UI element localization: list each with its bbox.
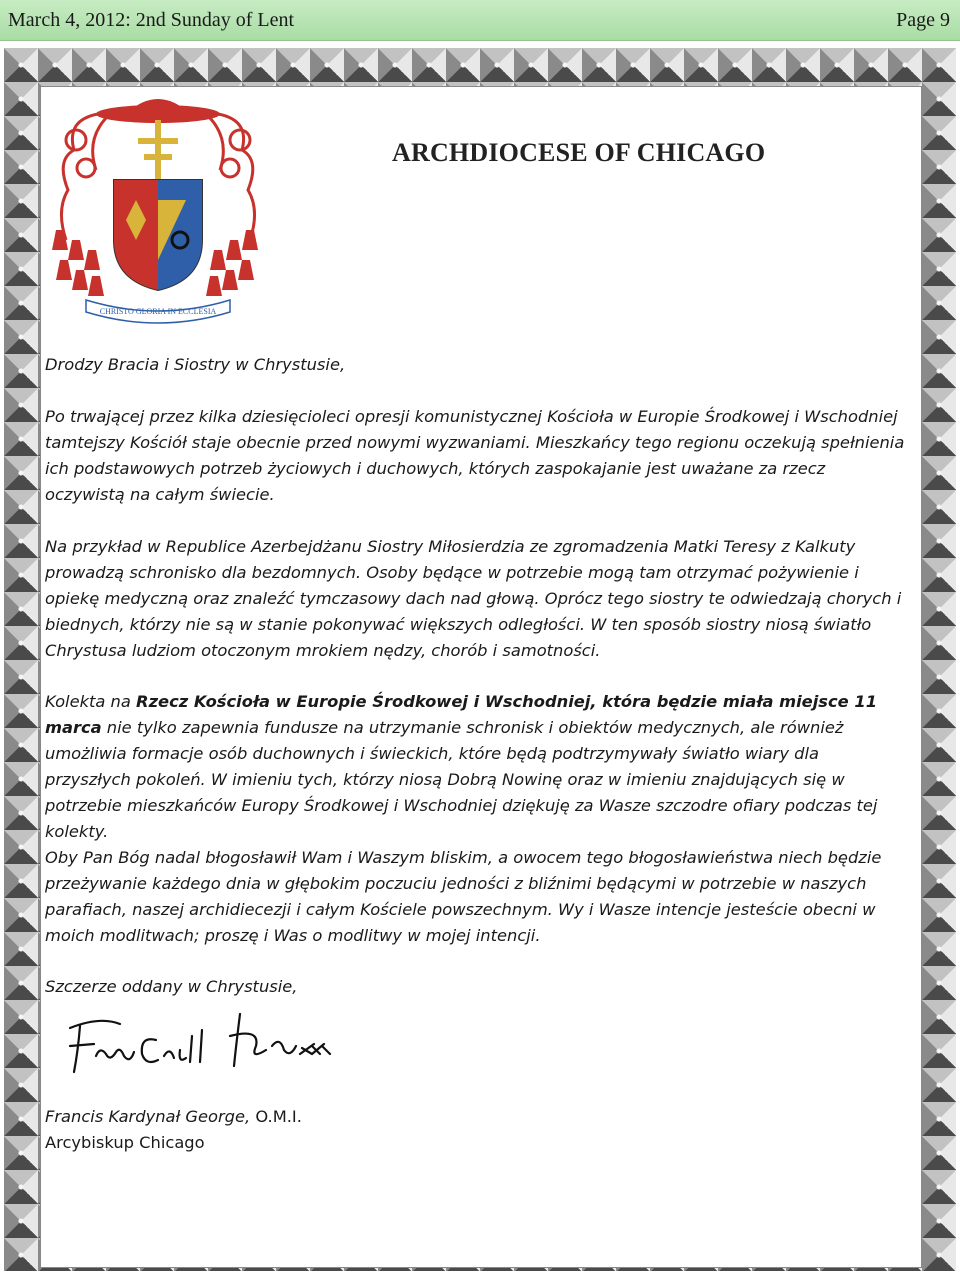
letter-paragraph-3 (45, 689, 905, 845)
letter-paragraph-2: Na przykład w Republice Azerbejdżanu Siostry Miłosierdzia ze zgromadzenia Matki Teresy z Kalkuty prowadzą schronisko dla bezdomnych. Osoby będące w potrzebie mogą tam otrzymać pożywienie i opiekę medyczną oraz znaleźć tymczasowy dach nad głową. Oprócz tego siostry te odwiedzają chorych i biednych, którzy nie są w stanie pokonywać większych odległości. W ten sposób siostry niosą światło Chrystusa ludziom otoczonym mrokiem nędzy, chorób i samotności. (45, 537, 902, 660)
signatory-name (45, 1104, 905, 1130)
signatory-role: Arcybiskup Chicago (45, 1133, 205, 1152)
handwritten-signature (60, 1006, 350, 1086)
collection-intro: Kolekta na (45, 692, 137, 711)
letter-paragraph-4: Oby Pan Bóg nadal błogosławił Wam i Waszym bliskim, a owocem tego błogosławieństwa niech będzie przeżywanie każdego dnia w głębokim poczuciu jedności z bliźnimi będącymi w potrzebie w naszych parafiach, naszej archidiecezji i całym Kościele powszechnym. Wy i Wasze intencje jesteście obecni w moich modlitwach; proszę i Was o modlitwy w mojej intencji. (45, 848, 882, 945)
crest-motto: CHRISTO GLORIA IN ECCLESIA (99, 307, 217, 316)
bulletin-date: March 4, 2012: 2nd Sunday of Lent (8, 9, 295, 31)
page-title: ARCHDIOCESE OF CHICAGO (392, 138, 766, 167)
collection-details: nie tylko zapewnia fundusze na utrzymanie schronisk i obiektów medycznych, ale również umożliwia formacje osób duchownych i świeckich, które będą podtrzymywały światło wiary dla przyszłych pokoleń. W imieniu tych, którzy niosą Dobrą Nowinę oraz w imieniu znajdujących się w potrzebie mieszkańców Europy Środkowej i Wschodniej dziękuję za Wasze szczodre ofiary podczas tej kolekty. (45, 718, 878, 841)
header-bar (0, 0, 960, 41)
signatory-name-italic: Francis Kardynał George, (45, 1107, 251, 1126)
letter-closing: Szczerze oddany w Chrystusie, (45, 977, 298, 996)
letter-greeting: Drodzy Bracia i Siostry w Chrystusie, (45, 355, 346, 374)
coat-of-arms-icon (46, 90, 270, 326)
signatory-order: O.M.I. (250, 1107, 302, 1126)
collection-title: Rzecz Kościoła w Europie Środkowej i Wschodniej, która będzie miała miejsce 11 marca (45, 692, 878, 737)
letter-paragraph-1: Po trwającej przez kilka dziesięcioleci opresji komunistycznej Kościoła w Europie Środkowej i Wschodniej tamtejszy Kościół staje obecnie przed nowymi wyzwaniami. Mieszkańcy tego regionu oczekują spełnienia ich podstawowych potrzeb życiowych i duchowych, których zaspokajanie jest uważane za rzecz oczywistą na całym świecie. (45, 407, 905, 504)
page-number: Page 9 (896, 9, 950, 31)
